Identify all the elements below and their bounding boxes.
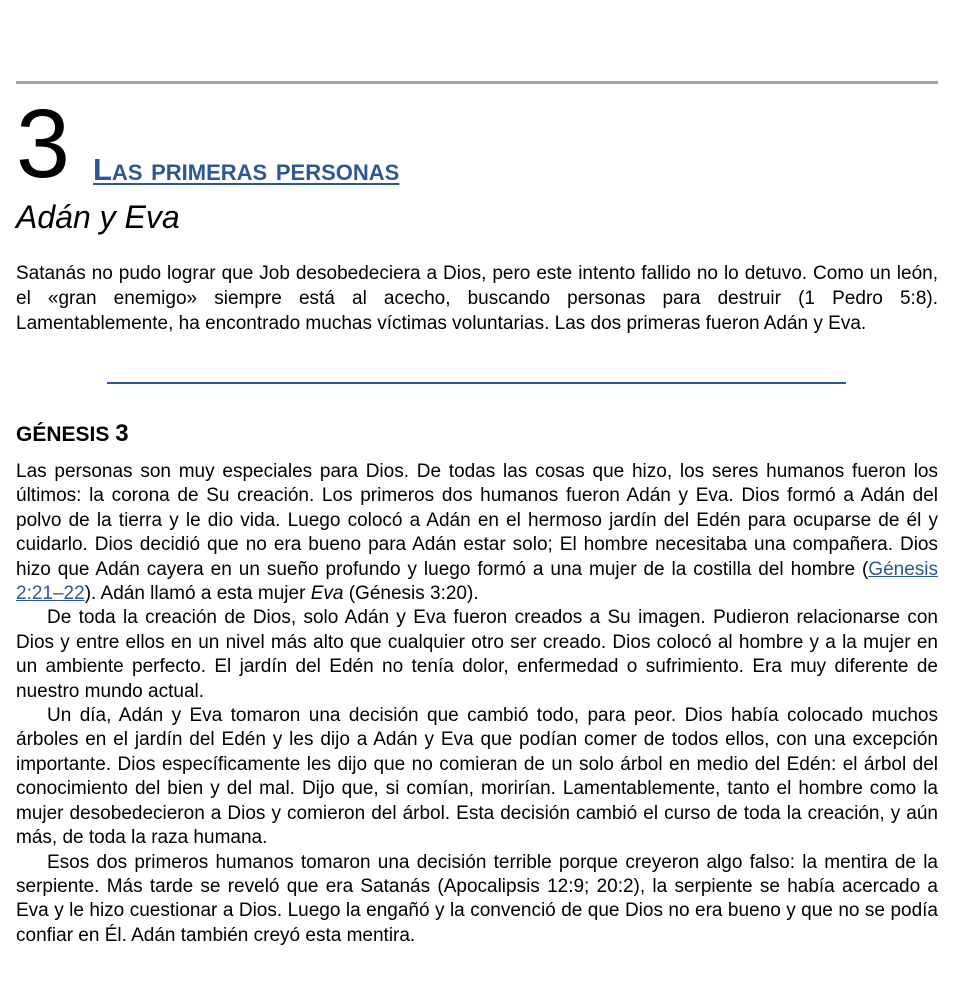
scripture-reference-link[interactable]: Génesis 2:21–22 [16,558,938,605]
paragraph-1-emphasis: Eva [310,583,344,605]
body-text [16,460,938,948]
chapter-title-link[interactable]: Las primeras personas [93,152,400,187]
section-heading [16,420,129,449]
paragraph-4: Esos dos primeros humanos tomaron una decisión terrible porque creyeron algo falso: la mentira de la serpiente. Más tarde se reveló que era Satanás (Apocalipsis 12:9; 20:2), la serpiente se había acercado a Eva y le hizo cuestionar a Dios. Luego la engañó y la convenció de que Dios no era bueno y que no se podía confiar en Él. Adán también creyó esta mentira. [16,851,938,946]
paragraph-1 [16,460,938,606]
section-heading-book: GÉNESIS [16,423,110,446]
paragraph-1-text-a: Las personas son muy especiales para Dios. De todas las cosas que hizo, los seres humanos fueron los últimos: la corona de Su creación. Los primeros dos humanos fueron Adán y Eva. Dios formó a Adán del polvo de la tierra y le dio vida. Luego colocó a Adán en el hermoso jardín del Edén para ocuparse de él y cuidarlo. Dios decidió que no era bueno para Adán estar solo; El hombre necesitaba una compañera. Dios hizo que Adán cayera en un sueño profundo y luego formó a una mujer de la costilla del hombre ( [16,461,938,580]
paragraph-1-text-b: ). Adán llamó a esta mujer [84,583,311,605]
paragraph-2: De toda la creación de Dios, solo Adán y Eva fueron creados a Su imagen. Pudieron relacionarse con Dios y entre ellos en un nivel más alto que cualquier otro ser creado. Dios colocó al hombre y a la mujer en un ambiente perfecto. El jardín del Edén no tenía dolor, enfermedad o sufrimiento. Era muy diferente de nuestro mundo actual. [16,607,938,702]
paragraph-1-text-c: (Génesis 3:20). [343,583,479,605]
top-divider [16,81,938,84]
section-heading-chapter: 3 [115,420,129,447]
paragraph-3: Un día, Adán y Eva tomaron una decisión que cambió todo, para peor. Dios había colocado muchos árboles en el jardín del Edén y les dijo a Adán y Eva que podían comer de todos ellos, con una excepción importante. Dios específicamente les dijo que no comieran de un solo árbol en medio del Edén: el árbol del conocimiento del bien y del mal. Dijo que, si comían, morirían. Lamentablemente, tanto el hombre como la mujer desobedecieron a Dios y comieron del árbol. Esta decisión cambió el curso de toda la creación, y aún más, de toda la raza humana. [16,705,938,849]
section-divider [107,382,846,384]
chapter-number: 3 [16,89,70,198]
chapter-subtitle: Adán y Eva [16,199,180,235]
intro-paragraph: Satanás no pudo lograr que Job desobedeciera a Dios, pero este intento fallido no lo detuvo. Como un león, el «gran enemigo» siempre está al acecho, buscando personas para destruir (1 Pedro 5:8). Lamentablemente, ha encontrado muchas víctimas voluntarias. Las dos primeras fueron Adán y Eva. [16,263,938,334]
